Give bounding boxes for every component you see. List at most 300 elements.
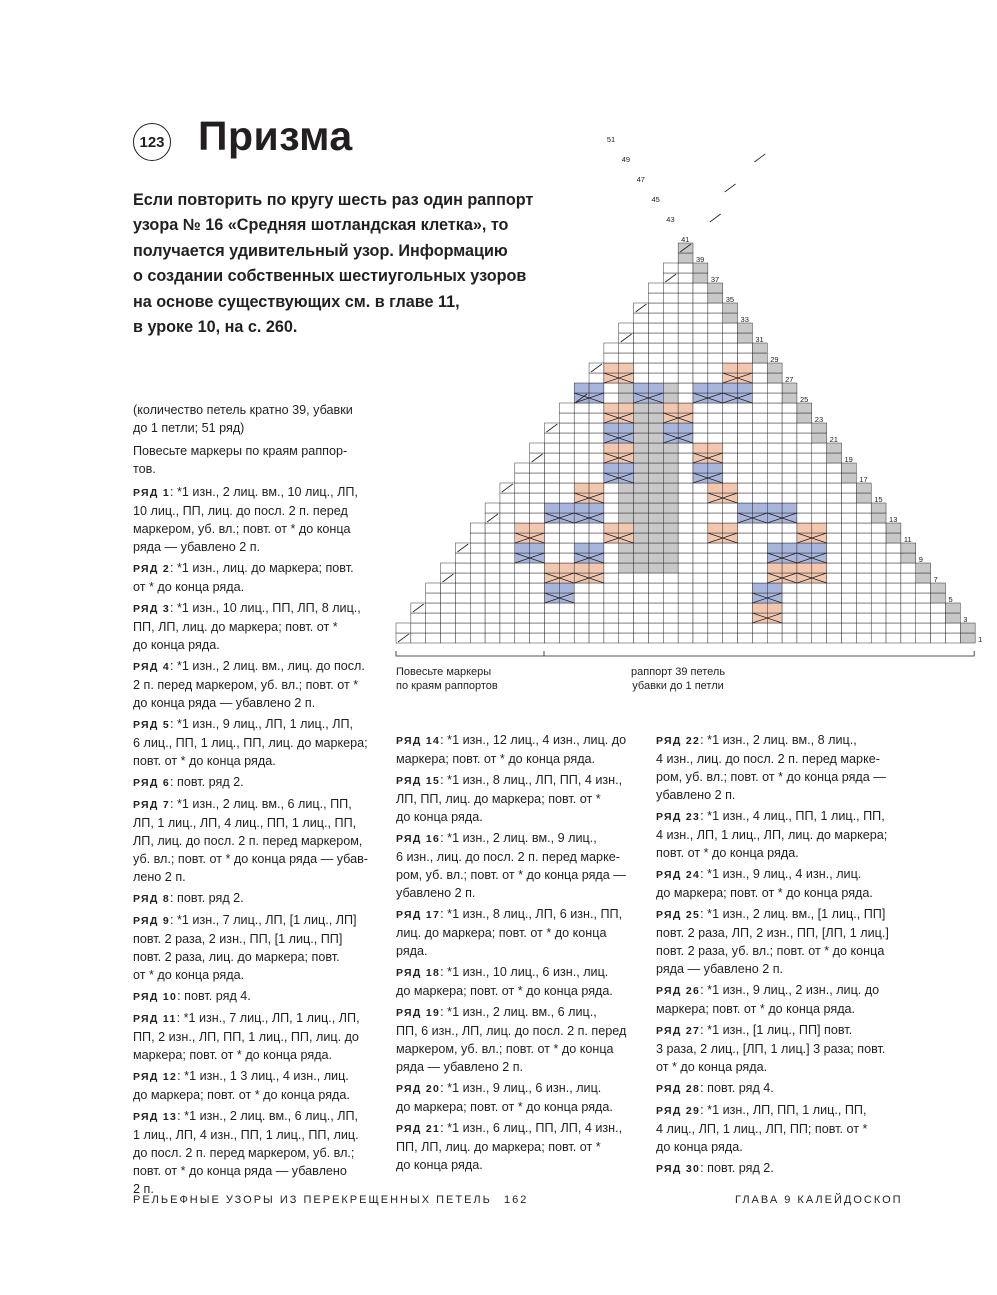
- chart-cell: [797, 403, 812, 413]
- chart-cell: [931, 633, 946, 643]
- chart-cell: [738, 463, 753, 473]
- chart-cell: [426, 583, 441, 593]
- chart-cell: [545, 473, 560, 483]
- chart-cell: [931, 603, 946, 613]
- chart-cell: [619, 573, 634, 583]
- row-text: до посл. 2 п. перед маркером, уб. вл.;: [133, 1146, 355, 1160]
- chart-cell: [842, 573, 857, 583]
- instruction-line: [656, 786, 906, 804]
- row-text: до конца ряда.: [396, 1158, 483, 1172]
- instruction-line: [133, 657, 378, 676]
- chart-cell: [545, 633, 560, 643]
- row-text: от * до конца ряда.: [656, 1060, 768, 1074]
- row-instruction: [656, 1159, 906, 1178]
- row-instruction: [656, 807, 906, 862]
- chart-cell: [574, 583, 589, 593]
- chart-cell: [634, 503, 649, 513]
- row-text: маркером, уб. вл.; повт. от * до конца: [396, 1042, 614, 1056]
- chart-cell: [604, 343, 619, 353]
- chart-cell: [485, 593, 500, 603]
- instruction-line: [133, 599, 378, 618]
- chart-cell: [663, 413, 678, 423]
- chart-cell: [411, 613, 426, 623]
- row-text: 6 лиц., ПП, 1 лиц., ПП, лиц. до маркера;: [133, 736, 368, 750]
- row-text: маркером, уб. вл.; повт. от * до конца: [133, 522, 351, 536]
- chart-cell: [648, 283, 663, 293]
- chart-cell: [663, 633, 678, 643]
- chart-cell: [604, 573, 619, 583]
- chart-cell: [545, 483, 560, 493]
- row-label: РЯД 30: [656, 1163, 701, 1175]
- chart-cell: [856, 543, 871, 553]
- chart-cell: [500, 493, 515, 503]
- chart-cell: [693, 563, 708, 573]
- chart-cell: [500, 523, 515, 533]
- chart-cell: [738, 383, 753, 393]
- chart-cell: [619, 583, 634, 593]
- instruction-line: [133, 1009, 378, 1028]
- row-instruction: [133, 889, 378, 908]
- chart-cell: [545, 463, 560, 473]
- chart-cell: [545, 573, 560, 583]
- chart-cell: [752, 623, 767, 633]
- chart-cell: [693, 523, 708, 533]
- chart-cell: [842, 553, 857, 563]
- chart-cell: [693, 373, 708, 383]
- chart-cell: [827, 513, 842, 523]
- row-number-label: 31: [755, 335, 764, 344]
- instruction-line: [396, 1156, 646, 1174]
- chart-cell: [693, 283, 708, 293]
- chart-cell: [500, 623, 515, 633]
- chart-cell: [723, 583, 738, 593]
- chart-cell: [619, 603, 634, 613]
- row-text: : повт. ряд 2.: [170, 891, 244, 905]
- row-text: 4 изн., лиц. до посл. 2 п. перед марке-: [656, 752, 880, 766]
- row-instruction: [656, 1021, 906, 1076]
- instructions-column-2: [396, 731, 646, 1177]
- chart-cell: [693, 633, 708, 643]
- chart-cell: [678, 583, 693, 593]
- row-number-label: 25: [799, 395, 809, 404]
- chart-cell: [604, 513, 619, 523]
- row-instruction: [133, 1009, 378, 1064]
- chart-cell: [604, 523, 619, 533]
- instruction-line: [396, 942, 646, 960]
- row-text: 2 п.: [133, 1182, 154, 1196]
- instruction-line: [396, 1022, 646, 1040]
- chart-cell: [663, 513, 678, 523]
- row-instruction: [396, 1119, 646, 1174]
- row-label: РЯД 2: [133, 563, 171, 575]
- chart-cell: [515, 513, 530, 523]
- chart-cell: [634, 603, 649, 613]
- chart-cell: [782, 383, 797, 393]
- chart-cell: [574, 543, 589, 553]
- chart-cell: [812, 483, 827, 493]
- chart-cell: [812, 493, 827, 503]
- chart-cell: [723, 633, 738, 643]
- chart-cell: [619, 503, 634, 513]
- chart-cell: [827, 583, 842, 593]
- chart-cell: [752, 533, 767, 543]
- chart-cell: [515, 473, 530, 483]
- instruction-line: [133, 618, 378, 636]
- chart-cell: [886, 523, 901, 533]
- chart-cell: [545, 533, 560, 543]
- row-text: повт. от * до конца ряда.: [656, 846, 799, 860]
- row-text: до конца ряда.: [656, 1140, 743, 1154]
- row-number-label: 5: [948, 595, 953, 604]
- chart-cell: [782, 563, 797, 573]
- row-instruction: [656, 865, 906, 902]
- chart-cell: [663, 463, 678, 473]
- chart-cell: [708, 503, 723, 513]
- chart-cell: [663, 623, 678, 633]
- chart-cell: [752, 403, 767, 413]
- row-number-label: 1: [978, 635, 983, 644]
- chart-cell: [634, 363, 649, 373]
- chart-cell: [559, 613, 574, 623]
- chart-cell: [648, 413, 663, 423]
- row-number-label: 29: [770, 355, 779, 364]
- chart-cell: [782, 463, 797, 473]
- chart-cell: [886, 573, 901, 583]
- chart-cell: [708, 363, 723, 373]
- chart-cell: [648, 423, 663, 433]
- row-text: ряда.: [396, 944, 428, 958]
- chart-cell: [663, 323, 678, 333]
- chart-cell: [752, 383, 767, 393]
- row-label: РЯД 21: [396, 1123, 441, 1135]
- row-instruction: [133, 599, 378, 654]
- row-label: РЯД 23: [656, 811, 701, 823]
- row-label: РЯД 5: [133, 719, 171, 731]
- chart-cell: [812, 623, 827, 633]
- chart-cell: [797, 483, 812, 493]
- chart-cell: [589, 513, 604, 523]
- chart-cell: [574, 383, 589, 393]
- chart-cell: [708, 433, 723, 443]
- chart-cell: [797, 423, 812, 433]
- chart-cell: [901, 613, 916, 623]
- chart-cell: [945, 603, 960, 613]
- chart-cell: [723, 303, 738, 313]
- chart-cell: [842, 623, 857, 633]
- pattern-note: [133, 442, 378, 478]
- chart-cell: [574, 473, 589, 483]
- chart-cell: [767, 633, 782, 643]
- chart-cell: [559, 483, 574, 493]
- chart-cell: [871, 633, 886, 643]
- chart-cell: [500, 593, 515, 603]
- chart-cell: [455, 613, 470, 623]
- chart-cell: [797, 603, 812, 613]
- chart-cell: [708, 303, 723, 313]
- chart-cell: [678, 543, 693, 553]
- chart-cell: [604, 633, 619, 643]
- row-label: РЯД 18: [396, 967, 441, 979]
- chart-cell: [678, 473, 693, 483]
- chart-cell: [738, 543, 753, 553]
- instruction-line: [656, 981, 906, 1000]
- chart-cell: [619, 433, 634, 443]
- chart-cell: [812, 513, 827, 523]
- chart-cell: [723, 393, 738, 403]
- intro-line: узора № 16 «Средняя шотландская клетка», то: [133, 216, 509, 235]
- chart-cell: [604, 583, 619, 593]
- chart-cell: [574, 603, 589, 613]
- chart-cell: [797, 583, 812, 593]
- row-text: от * до конца ряда.: [133, 580, 245, 594]
- chart-cell: [708, 513, 723, 523]
- chart-cell: [827, 443, 842, 453]
- row-text: от * до конца ряда.: [133, 968, 245, 982]
- chart-cell: [515, 613, 530, 623]
- chart-cell: [604, 503, 619, 513]
- chart-cell: [663, 383, 678, 393]
- chart-cell: [619, 533, 634, 543]
- instruction-line: [133, 814, 378, 832]
- chart-cell: [752, 363, 767, 373]
- chart-cell: [738, 623, 753, 633]
- row-instruction: [656, 981, 906, 1018]
- chart-cell: [678, 513, 693, 523]
- chart-cell: [663, 473, 678, 483]
- footer-chapter: ГЛАВА 9 КАЛЕЙДОСКОП: [735, 1194, 903, 1206]
- decrease-symbol: [710, 214, 721, 222]
- chart-cell: [485, 613, 500, 623]
- row-instruction: [133, 987, 378, 1006]
- row-number-label: 17: [859, 475, 868, 484]
- chart-cell: [559, 523, 574, 533]
- chart-cell: [663, 493, 678, 503]
- chart-cell: [470, 543, 485, 553]
- chart-cell: [589, 523, 604, 533]
- row-text: повт. 2 раза, уб. вл.; повт. от * до конца: [656, 944, 885, 958]
- chart-cell: [619, 413, 634, 423]
- chart-cell: [945, 623, 960, 633]
- chart-cell: [901, 563, 916, 573]
- chart-cell: [812, 593, 827, 603]
- chart-cell: [812, 563, 827, 573]
- chart-cell: [693, 353, 708, 363]
- instruction-line: [133, 1144, 378, 1162]
- instruction-line: [656, 1101, 906, 1120]
- chart-cell: [648, 543, 663, 553]
- chart-cell: [723, 493, 738, 503]
- chart-cell: [752, 493, 767, 503]
- chart-cell: [648, 373, 663, 383]
- chart-cell: [738, 613, 753, 623]
- chart-cell: [723, 573, 738, 583]
- chart-cell: [604, 443, 619, 453]
- chart-cell: [604, 483, 619, 493]
- chart-cell: [663, 293, 678, 303]
- row-text: : *1 изн., 9 лиц., ЛП, 1 лиц., ЛП,: [170, 717, 354, 731]
- row-text: : *1 изн., 2 лиц. вм., 10 лиц., ЛП,: [170, 485, 358, 499]
- chart-cell: [678, 443, 693, 453]
- instruction-line: [133, 734, 378, 752]
- chart-cell: [752, 393, 767, 403]
- chart-cell: [708, 373, 723, 383]
- chart-cell: [678, 263, 693, 273]
- chart-cell: [574, 563, 589, 573]
- chart-cell: [604, 623, 619, 633]
- row-text: ПП, 2 изн., ЛП, ПП, 1 лиц., ПП, лиц. до: [133, 1030, 359, 1044]
- chart-cell: [856, 503, 871, 513]
- chart-cell: [559, 413, 574, 423]
- chart-cell: [604, 433, 619, 443]
- chart-cell: [545, 613, 560, 623]
- chart-cell: [485, 533, 500, 543]
- chart-cell: [648, 473, 663, 483]
- chart-cell: [723, 503, 738, 513]
- chart-cell: [426, 623, 441, 633]
- chart-cell: [901, 553, 916, 563]
- chart-cell: [916, 593, 931, 603]
- chart-cell: [886, 623, 901, 633]
- chart-cell: [530, 603, 545, 613]
- chart-cell: [856, 623, 871, 633]
- chart-cell: [663, 313, 678, 323]
- chart-cell: [723, 523, 738, 533]
- chart-cell: [708, 463, 723, 473]
- chart-cell: [634, 313, 649, 323]
- row-number-label: 39: [696, 255, 705, 264]
- chart-cell: [663, 523, 678, 533]
- row-text: 3 раза, 2 лиц., [ЛП, 1 лиц.] 3 раза; повт.: [656, 1042, 886, 1056]
- chart-cell: [693, 343, 708, 353]
- row-number-label: 33: [740, 315, 749, 324]
- row-label: РЯД 26: [656, 985, 701, 997]
- note-line: (количество петель кратно 39, убавки: [133, 403, 353, 417]
- row-label: РЯД 14: [396, 735, 441, 747]
- chart-cell: [767, 543, 782, 553]
- chart-cell: [559, 423, 574, 433]
- row-text: убавлено 2 п.: [656, 788, 736, 802]
- chart-cell: [752, 583, 767, 593]
- chart-cell: [559, 583, 574, 593]
- row-number-label: 23: [814, 415, 824, 424]
- chart-cell: [619, 613, 634, 623]
- chart-cell: [648, 353, 663, 363]
- chart-cell: [678, 553, 693, 563]
- chart-cell: [678, 413, 693, 423]
- chart-cell: [470, 533, 485, 543]
- instruction-line: [396, 924, 646, 942]
- row-text: ром, уб. вл.; повт. от * до конца ряда —: [396, 868, 626, 882]
- chart-cell: [723, 463, 738, 473]
- row-number-label: 7: [933, 575, 938, 584]
- chart-cell: [663, 403, 678, 413]
- chart-cell: [530, 553, 545, 563]
- chart-cell: [693, 273, 708, 283]
- row-label: РЯД 27: [656, 1025, 701, 1037]
- instruction-line: [396, 750, 646, 768]
- chart-cell: [589, 603, 604, 613]
- chart-cell: [916, 623, 931, 633]
- chart-cell: [589, 423, 604, 433]
- row-instruction: [396, 771, 646, 826]
- row-instruction: [656, 731, 906, 804]
- chart-cell: [693, 553, 708, 563]
- chart-cell: [530, 533, 545, 543]
- chart-cell: [559, 473, 574, 483]
- note-line: Повесьте маркеры по краям раппор-: [133, 444, 348, 458]
- chart-cell: [812, 523, 827, 533]
- chart-cell: [827, 563, 842, 573]
- instruction-line: [396, 884, 646, 902]
- chart-cell: [545, 513, 560, 523]
- chart-cell: [411, 633, 426, 643]
- chart-cell: [678, 343, 693, 353]
- chart-cell: [515, 533, 530, 543]
- chart-cell: [648, 573, 663, 583]
- chart-cell: [797, 523, 812, 533]
- chart-cell: [663, 503, 678, 513]
- chart-cell: [589, 583, 604, 593]
- chart-cell: [827, 543, 842, 553]
- chart-cell: [530, 493, 545, 503]
- chart-cell: [708, 573, 723, 583]
- chart-cell: [559, 513, 574, 523]
- chart-cell: [886, 583, 901, 593]
- chart-cell: [678, 503, 693, 513]
- chart-cell: [634, 633, 649, 643]
- chart-cell: [574, 483, 589, 493]
- chart-cell: [723, 323, 738, 333]
- instruction-line: [133, 752, 378, 770]
- chart-cell: [619, 353, 634, 363]
- chart-cell: [634, 623, 649, 633]
- chart-cell: [871, 523, 886, 533]
- row-instruction: [133, 1107, 378, 1198]
- chart-cell: [797, 493, 812, 503]
- row-number-label: 41: [681, 235, 690, 244]
- chart-cell: [678, 363, 693, 373]
- chart-cell: [886, 533, 901, 543]
- instruction-line: [133, 911, 378, 930]
- intro-line: о создании собственных шестиугольных узоров: [133, 267, 527, 286]
- row-text: : *1 изн., [1 лиц., ПП] повт.: [700, 1023, 853, 1037]
- chart-cell: [604, 393, 619, 403]
- chart-cell: [693, 493, 708, 503]
- chart-cell: [589, 373, 604, 383]
- chart-cell: [693, 623, 708, 633]
- chart-cell: [559, 633, 574, 643]
- chart-cell: [856, 603, 871, 613]
- chart-cell: [678, 423, 693, 433]
- chart-cell: [856, 573, 871, 583]
- chart-cell: [782, 633, 797, 643]
- chart-cell: [678, 633, 693, 643]
- chart-cell: [530, 463, 545, 473]
- row-number-label: 21: [829, 435, 838, 444]
- chart-cell: [530, 633, 545, 643]
- instruction-line: [133, 850, 378, 868]
- chart-cell: [708, 453, 723, 463]
- intro-line: на основе существующих см. в главе 11,: [133, 292, 460, 311]
- instruction-line: [656, 1000, 906, 1018]
- row-text: убавлено 2 п.: [396, 886, 476, 900]
- row-instruction: [396, 731, 646, 768]
- chart-cell: [738, 393, 753, 403]
- chart-cell: [500, 553, 515, 563]
- chart-cell: [604, 373, 619, 383]
- chart-cell: [455, 553, 470, 563]
- instruction-line: [656, 807, 906, 826]
